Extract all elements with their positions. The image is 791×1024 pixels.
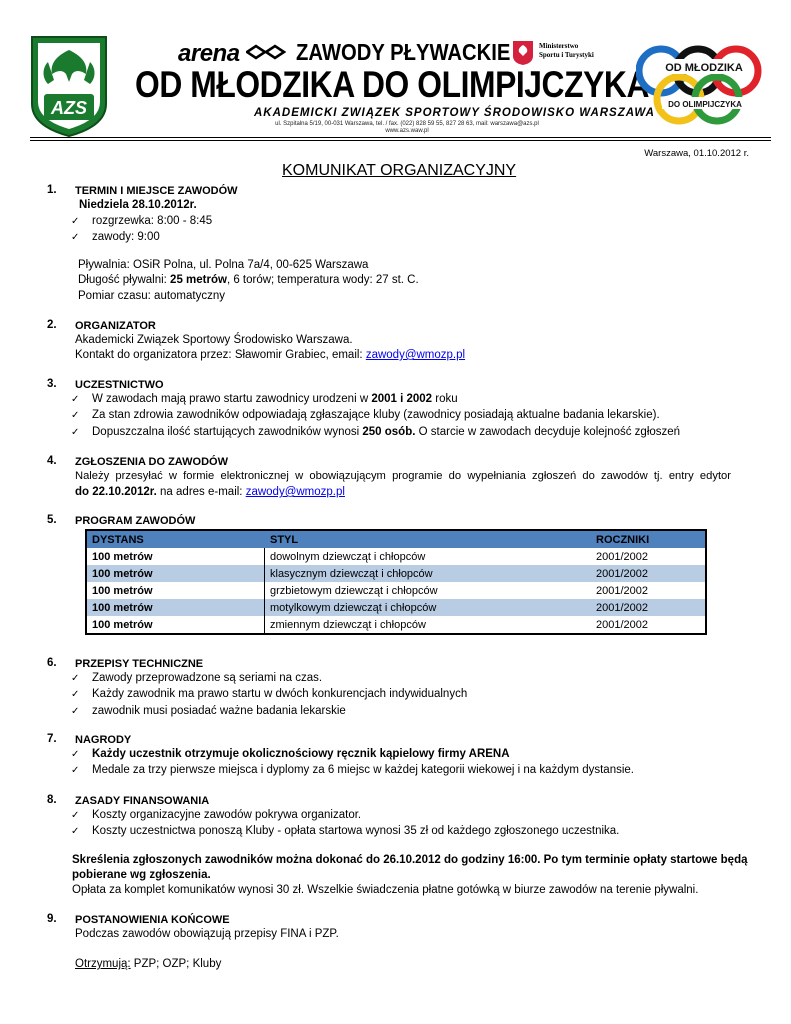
ministry-label	[539, 42, 594, 60]
check-icon: ✓	[71, 810, 80, 821]
list-item: ✓ Dopuszczalna ilość startujących zawodników wynosi 250 osób. O starcie w zawodach decyduje kolejność zgłoszeń	[71, 426, 681, 438]
table-cell: DYSTANS	[86, 530, 265, 548]
section-number: 3.	[47, 378, 57, 390]
table-cell: 2001/2002	[596, 618, 648, 631]
website-line: www.azs.waw.pl	[385, 128, 429, 134]
check-icon: ✓	[71, 410, 80, 421]
table-header-row	[86, 530, 706, 548]
registration-deadline: do 22.10.2012r. na adres e-mail: zawody@wmozp.pl	[75, 486, 345, 498]
section-heading: POSTANOWIENIA KOŃCOWE	[75, 914, 230, 926]
registration-text: Należy przesyłać w formie elektronicznej w obowiązującym programie do wypełniania zgłoszeń do zawodów tj. entry edytor	[75, 470, 731, 482]
rings-bottom-text: DO OLIMPIJCZYKA	[668, 100, 742, 109]
list-item: ✓ zawody: 9:00	[71, 231, 160, 243]
table-cell: 100 metrów	[86, 548, 265, 565]
email-link[interactable]: zawody@wmozp.pl	[365, 349, 466, 361]
timing-info: Pomiar czasu: automatyczny	[78, 290, 226, 302]
arena-logo-icon	[246, 44, 286, 60]
check-icon: ✓	[71, 216, 80, 227]
recipients: Otrzymują: PZP; OZP; Kluby	[75, 958, 222, 970]
ministry-line1: Ministerstwo	[539, 42, 579, 50]
main-title: OD MŁODZIKA DO OLIMPIJCZYKA	[135, 64, 649, 105]
letterhead	[0, 0, 791, 150]
section-number: 2.	[47, 319, 57, 331]
azs-logo	[28, 34, 110, 138]
section-heading: PRZEPISY TECHNICZNE	[75, 658, 204, 670]
table-cell: 2001/2002	[596, 550, 648, 563]
pool-address: Pływalnia: OSiR Polna, ul. Polna 7a/4, 00-625 Warszawa	[78, 259, 369, 271]
check-icon: ✓	[71, 765, 80, 776]
program-table	[85, 529, 707, 635]
table-cell: ROCZNIKI	[591, 530, 706, 548]
pool-length: Długość pływalni: 25 metrów, 6 torów; temperatura wody: 27 st. C.	[78, 274, 419, 286]
check-icon: ✓	[71, 826, 80, 837]
olympic-rings-logo	[636, 37, 766, 133]
table-cell: STYL	[265, 530, 592, 548]
list-item: ✓ Medale za trzy pierwsze miejsca i dyplomy za 6 miejsc w każdej kategorii wiekowej i na każdym dystansie.	[71, 764, 634, 776]
list-item: ✓ Każdy uczestnik otrzymuje okolicznościowy ręcznik kąpielowy firmy ARENA	[71, 748, 510, 760]
cancellation-note: Skreślenia zgłoszonych zawodników można dokonać do 26.10.2012 do godziny 16:00. Po tym terminie opłaty startowe będą	[72, 854, 748, 866]
list-item: ✓ Za stan zdrowia zawodników odpowiadają zgłaszające kluby (zawodnicy posiadają aktualne badania lekarskie).	[71, 409, 660, 421]
table-cell: 2001/2002	[591, 599, 706, 616]
document-date: Warszawa, 01.10.2012 r.	[644, 148, 749, 159]
section-heading: ORGANIZATOR	[75, 320, 156, 332]
table-cell: 2001/2002	[591, 565, 706, 582]
table-row	[86, 565, 706, 582]
address-line: ul. Szpitalna 5/19, 00-031 Warszawa, tel. / fax. (022) 828 59 55, 827 28 63, mail: warszawa@azs.pl	[275, 121, 539, 127]
section-number: 9.	[47, 913, 57, 925]
check-icon: ✓	[71, 706, 80, 717]
table-cell: dowolnym dziewcząt i chłopców	[270, 550, 426, 563]
rules-note: Podczas zawodów obowiązują przepisy FINA i PZP.	[75, 928, 339, 940]
section-number: 6.	[47, 657, 57, 669]
table-cell: grzbietowym dziewcząt i chłopców	[270, 584, 438, 597]
list-item: ✓ Koszty uczestnictwa ponoszą Kluby - opłata startowa wynosi 35 zł od każdego zgłoszonego uczestnika.	[71, 825, 620, 837]
table-cell: 2001/2002	[596, 584, 648, 597]
organizer-contact: Kontakt do organizatora przez: Sławomir Grabiec, email: zawody@wmozp.pl	[75, 349, 466, 361]
section-number: 1.	[47, 184, 57, 196]
check-icon: ✓	[71, 232, 80, 243]
check-icon: ✓	[71, 689, 80, 700]
header-divider	[30, 140, 771, 141]
table-cell: motylkowym dziewcząt i chłopców	[265, 599, 592, 616]
organizer-name: Akademicki Związek Sportowy Środowisko Warszawa.	[75, 334, 353, 346]
table-row	[86, 599, 706, 616]
list-item: ✓ Zawody przeprowadzone są seriami na czas.	[71, 672, 323, 684]
rings-top-text: OD MŁODZIKA	[665, 62, 743, 74]
eagle-emblem-icon	[512, 40, 534, 66]
organization-name: AKADEMICKI ZWIĄZEK SPORTOWY ŚRODOWISKO WARSZAWA	[254, 107, 655, 119]
table-row	[86, 616, 706, 634]
arena-brand: arena	[178, 40, 240, 67]
section-heading: TERMIN I MIEJSCE ZAWODÓW	[75, 185, 238, 197]
fee-note: Opłata za komplet komunikatów wynosi 30 zł. Wszelkie świadczenia płatne gotówką w biurze zawodów na terenie pływalni.	[72, 884, 699, 896]
table-cell: 100 metrów	[86, 565, 265, 582]
check-icon: ✓	[71, 427, 80, 438]
section-heading: ZASADY FINANSOWANIA	[75, 795, 210, 807]
section-number: 4.	[47, 455, 57, 467]
list-item: ✓ rozgrzewka: 8:00 - 8:45	[71, 215, 213, 227]
section-number: 8.	[47, 794, 57, 806]
event-top-title: ZAWODY PŁYWACKIE	[296, 39, 511, 65]
table-cell: 100 metrów	[86, 599, 265, 616]
list-item: ✓ Każdy zawodnik ma prawo startu w dwóch konkurencjach indywidualnych	[71, 688, 468, 700]
table-cell: zmiennym dziewcząt i chłopców	[270, 618, 426, 631]
table-cell: klasycznym dziewcząt i chłopców	[265, 565, 592, 582]
table-row	[86, 548, 706, 565]
header-divider	[30, 137, 771, 138]
event-day: Niedziela 28.10.2012r.	[79, 199, 197, 211]
cancellation-note: pobierane wg zgłoszenia.	[72, 869, 211, 881]
list-item: ✓ Koszty organizacyjne zawodów pokrywa organizator.	[71, 809, 362, 821]
table-row	[86, 582, 706, 599]
email-link[interactable]: zawody@wmozp.pl	[245, 486, 345, 498]
table-cell: 100 metrów	[86, 616, 265, 634]
section-number: 7.	[47, 733, 57, 745]
check-icon: ✓	[71, 749, 80, 760]
check-icon: ✓	[71, 394, 80, 405]
table-cell: 100 metrów	[86, 582, 265, 599]
list-item: ✓ W zawodach mają prawo startu zawodnicy urodzeni w 2001 i 2002 roku	[71, 393, 458, 405]
section-number: 5.	[47, 514, 57, 526]
section-heading: PROGRAM ZAWODÓW	[75, 515, 196, 527]
section-heading: NAGRODY	[75, 734, 132, 746]
section-heading: UCZESTNICTWO	[75, 379, 164, 391]
azs-logo-text: AZS	[51, 98, 87, 118]
check-icon: ✓	[71, 673, 80, 684]
section-heading: ZGŁOSZENIA DO ZAWODÓW	[75, 456, 228, 468]
list-item: ✓ zawodnik musi posiadać ważne badania lekarskie	[71, 705, 346, 717]
ministry-line2: Sportu i Turystyki	[539, 51, 594, 59]
page-title: KOMUNIKAT ORGANIZACYJNY	[282, 162, 517, 179]
